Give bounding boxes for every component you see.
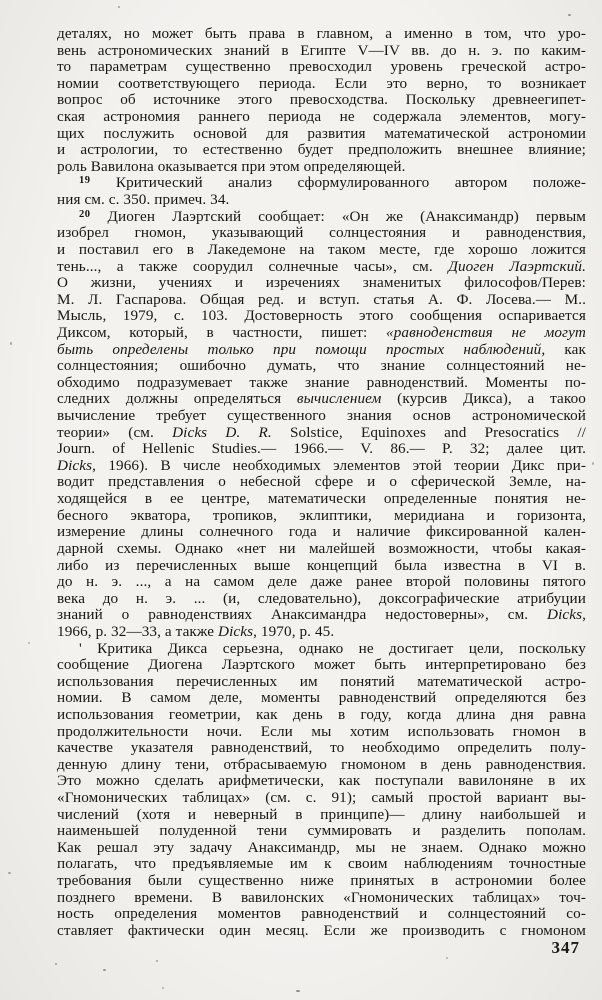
text-line — [57, 491, 586, 508]
text-segment: Диксом, который, в частности, пишет: — [57, 323, 386, 341]
scan-speck — [446, 957, 448, 959]
text-line — [57, 175, 586, 192]
text-segment: Диоген Лаэртский. — [448, 257, 586, 275]
text-segment: Мысль, 1979, с. 103. Достоверность этого сообщения оспаривается — [57, 307, 586, 325]
text-segment: Journ. of Hellenic Studies.— 1966.— V. 86.— P. 32; далее цит. — [57, 440, 586, 458]
text-segment: использования геометрии, как день в году, когда длина дня равна — [57, 705, 586, 723]
text-line — [57, 823, 586, 840]
text-segment: Как решал эту задачу Анаксимандр, мы не знаем. Однако можно — [57, 838, 586, 856]
text-segment: Dicks D. R. — [172, 423, 272, 441]
text-segment: обходимо подразумевает также знание равноденствий. Моменты по- — [57, 373, 586, 391]
text-segment: солнцестояния; ошибочно думать, что знание солнцестояний не- — [57, 357, 586, 375]
text-line — [57, 873, 586, 890]
text-segment: сообщение Диогена Лаэртского может быть интерпретировано без — [57, 656, 586, 674]
text-line — [57, 458, 586, 475]
text-segment: дарной схемы. Однако «нет ни малейшей возможности, чтобы какая- — [57, 539, 586, 557]
text-line — [57, 59, 586, 76]
scan-speck — [55, 963, 57, 965]
text-line — [57, 76, 586, 93]
text-line — [57, 408, 586, 425]
text-line — [57, 773, 586, 790]
text-segment: роль Вавилона оказывается при этом определяющей. — [57, 157, 406, 175]
text-line — [57, 142, 586, 159]
text-segment: Dicks — [547, 606, 583, 624]
text-segment: как — [545, 340, 586, 358]
text-segment: ставляет фактически один месяц. Если же производить с гномоном — [57, 921, 586, 939]
text-line — [57, 524, 586, 541]
text-line — [57, 840, 586, 857]
text-segment: либо из перечисленных выше концепций была известна в VI в. — [57, 556, 586, 574]
text-line — [57, 342, 586, 359]
text-segment: О жизни, учениях и изречениях знаменитых философов/Перев: — [57, 274, 586, 292]
text-line — [57, 674, 586, 691]
scan-speck — [162, 987, 164, 989]
text-segment: 1966, p. 32—33, а также — [57, 622, 219, 640]
text-segment: щих послужить основой для развития математической астрономии — [57, 124, 586, 142]
text-segment: ская астрономия раннего периода не содержала элементов, могу- — [57, 108, 586, 126]
text-line — [57, 724, 586, 741]
text-line — [57, 508, 586, 525]
text-line — [57, 574, 586, 591]
text-segment: теории» (см. — [57, 423, 173, 441]
text-segment: водит представления о небесной сфере и о сферической Земле, на- — [57, 473, 586, 491]
text-segment: «равноденствия не могут — [386, 323, 586, 341]
text-line — [57, 790, 586, 807]
text-line — [57, 441, 586, 458]
text-line — [57, 740, 586, 757]
scan-speck — [592, 462, 594, 465]
text-segment: Dicks — [57, 456, 93, 474]
text-line — [57, 375, 586, 392]
text-line — [57, 26, 586, 43]
text-line — [57, 275, 586, 292]
footnote-marker: 20 — [79, 208, 91, 220]
text-line — [57, 641, 586, 658]
text-segment: продолжительности ночи. Если мы хотим использовать гномон в — [57, 722, 586, 740]
text-line — [57, 92, 586, 109]
text-line — [57, 43, 586, 60]
text-line — [57, 391, 586, 408]
text-segment: вычисление требует существенного знания основ астрономической — [57, 407, 586, 425]
text-segment: (курсив Дикса), а такоо — [381, 390, 586, 408]
scan-speck — [8, 872, 11, 874]
scan-speck — [28, 642, 30, 644]
text-line — [57, 474, 586, 491]
text-segment: , 1970, p. 45. — [253, 622, 335, 640]
text-line — [57, 259, 586, 276]
text-line — [57, 707, 586, 724]
text-segment: требования были существенно ниже принятых в астрономии более — [57, 872, 586, 890]
text-line — [57, 541, 586, 558]
scan-speck — [568, 14, 571, 16]
text-segment: номии. В самом деле, моменты равноденствий определяются без — [57, 689, 586, 707]
text-segment: Это можно сделать арифметически, как поступали вавилоняне в их — [57, 772, 586, 790]
scan-speck — [10, 342, 12, 345]
footnote-marker: 19 — [79, 175, 91, 187]
text-line — [57, 591, 586, 608]
text-line — [57, 757, 586, 774]
text-segment: то параметрам существенно превосходил уровень греческой астро- — [57, 58, 586, 76]
page-text — [57, 26, 586, 940]
text-segment: следних должны определяться — [57, 390, 297, 408]
text-segment: ходящейся в ее центре, математически определенные понятия не- — [57, 490, 586, 508]
text-line — [57, 308, 586, 325]
text-segment: номии соответствующего периода. Если это верно, то возникает — [57, 74, 586, 92]
text-segment: ность определения моментов равноденствий и солнцестояний со- — [57, 905, 586, 923]
text-segment: измерение длины солнечного года и наличие фиксированной кален- — [57, 523, 586, 541]
text-line — [57, 192, 586, 209]
text-segment: числений (хотя и неверный в принципе)— длину наибольшей и — [57, 805, 586, 823]
scan-speck — [296, 990, 300, 992]
text-line — [57, 225, 586, 242]
text-segment: полагать, что предъявляемые им к своим наблюдениям точностные — [57, 855, 586, 873]
text-line — [57, 159, 586, 176]
text-line — [57, 690, 586, 707]
text-segment: вычислением — [296, 390, 382, 408]
text-line — [57, 807, 586, 824]
text-segment: наименьшей полуденной тени суммировать и разделить пополам. — [57, 822, 586, 840]
text-segment: , 1966). В числе необходимых элементов этой теории Дикс при- — [92, 456, 586, 474]
text-segment: позднего времени. В вавилонских «Гномонических таблицах» точ- — [57, 888, 586, 906]
text-segment: ния см. с. 350. примеч. 34. — [57, 191, 230, 209]
text-segment: Критический анализ сформулированного автором положе- — [90, 174, 586, 192]
text-segment: денную длину тени, отбрасываемую гномоном в день равноденствия. — [57, 755, 586, 773]
text-segment: деталях, но может быть права в главном, а именно в том, что уро- — [57, 25, 586, 42]
scan-speck — [118, 6, 120, 8]
text-line — [57, 856, 586, 873]
text-segment: века до н. э. ... (и, следовательно), доксографические атрибуции — [57, 589, 586, 607]
text-segment: Dicks — [218, 622, 254, 640]
text-line — [57, 624, 586, 641]
text-segment: Диоген Лаэртский сообщает: «Он же (Анаксимандр) первым — [90, 207, 586, 225]
text-segment: быть определены только при помощи простых наблюдений, — [57, 340, 546, 358]
text-line — [57, 242, 586, 259]
text-line — [57, 325, 586, 342]
text-segment: «Гномонических таблицах» (см. с. 91); самый простой вариант вы- — [57, 789, 586, 807]
text-segment: и поставил его в Лакедемоне на таком месте, где хорошо ложится — [57, 240, 586, 258]
text-line — [57, 657, 586, 674]
text-segment: , — [582, 606, 586, 624]
text-line — [57, 923, 586, 940]
text-line — [57, 425, 586, 442]
text-segment: качестве указателя равноденствий, то необходимо определить полу- — [57, 739, 586, 757]
text-segment: изобрел гномон, указывающий солнцестояния и равноденствия, — [57, 224, 586, 242]
text-segment: вень астрономических знаний в Египте V—IV вв. до н. э. по каким- — [57, 41, 586, 59]
scan-speck — [156, 960, 158, 962]
text-line — [57, 126, 586, 143]
text-segment: знаний о равноденствиях Анаксимандра недостоверны», см. — [57, 606, 547, 624]
text-segment: до н. э. ..., а на самом деле даже ранее второй половины пятого — [57, 573, 586, 591]
text-line — [57, 358, 586, 375]
text-segment: ' Критика Дикса серьезна, однако не достигает цели, поскольку — [79, 639, 586, 657]
scan-speck — [103, 969, 106, 971]
text-line — [57, 890, 586, 907]
page-number: 347 — [551, 938, 580, 957]
text-segment: вопрос об источнике этого превосходства. Поскольку древнеегипет- — [57, 91, 586, 109]
text-line — [57, 607, 586, 624]
text-line — [57, 292, 586, 309]
text-line — [57, 558, 586, 575]
text-segment: М. Л. Гаспарова. Общая ред. и вступ. статья А. Ф. Лосева.— М.. — [57, 290, 586, 308]
text-segment: бесного экватора, тропиков, эклиптики, меридиана и горизонта, — [57, 506, 586, 524]
text-segment: и астрологии, то естественно будет предположить внешнее влияние; — [57, 141, 586, 159]
text-line — [57, 109, 586, 126]
text-segment: использования перечисленных им понятий математической астро- — [57, 672, 586, 690]
text-segment: Solstice, Equinoxes and Presocratics // — [271, 423, 586, 441]
text-line — [57, 906, 586, 923]
text-segment: тень..., а также соорудил солнечные часы», см. — [57, 257, 449, 275]
text-line — [57, 209, 586, 226]
